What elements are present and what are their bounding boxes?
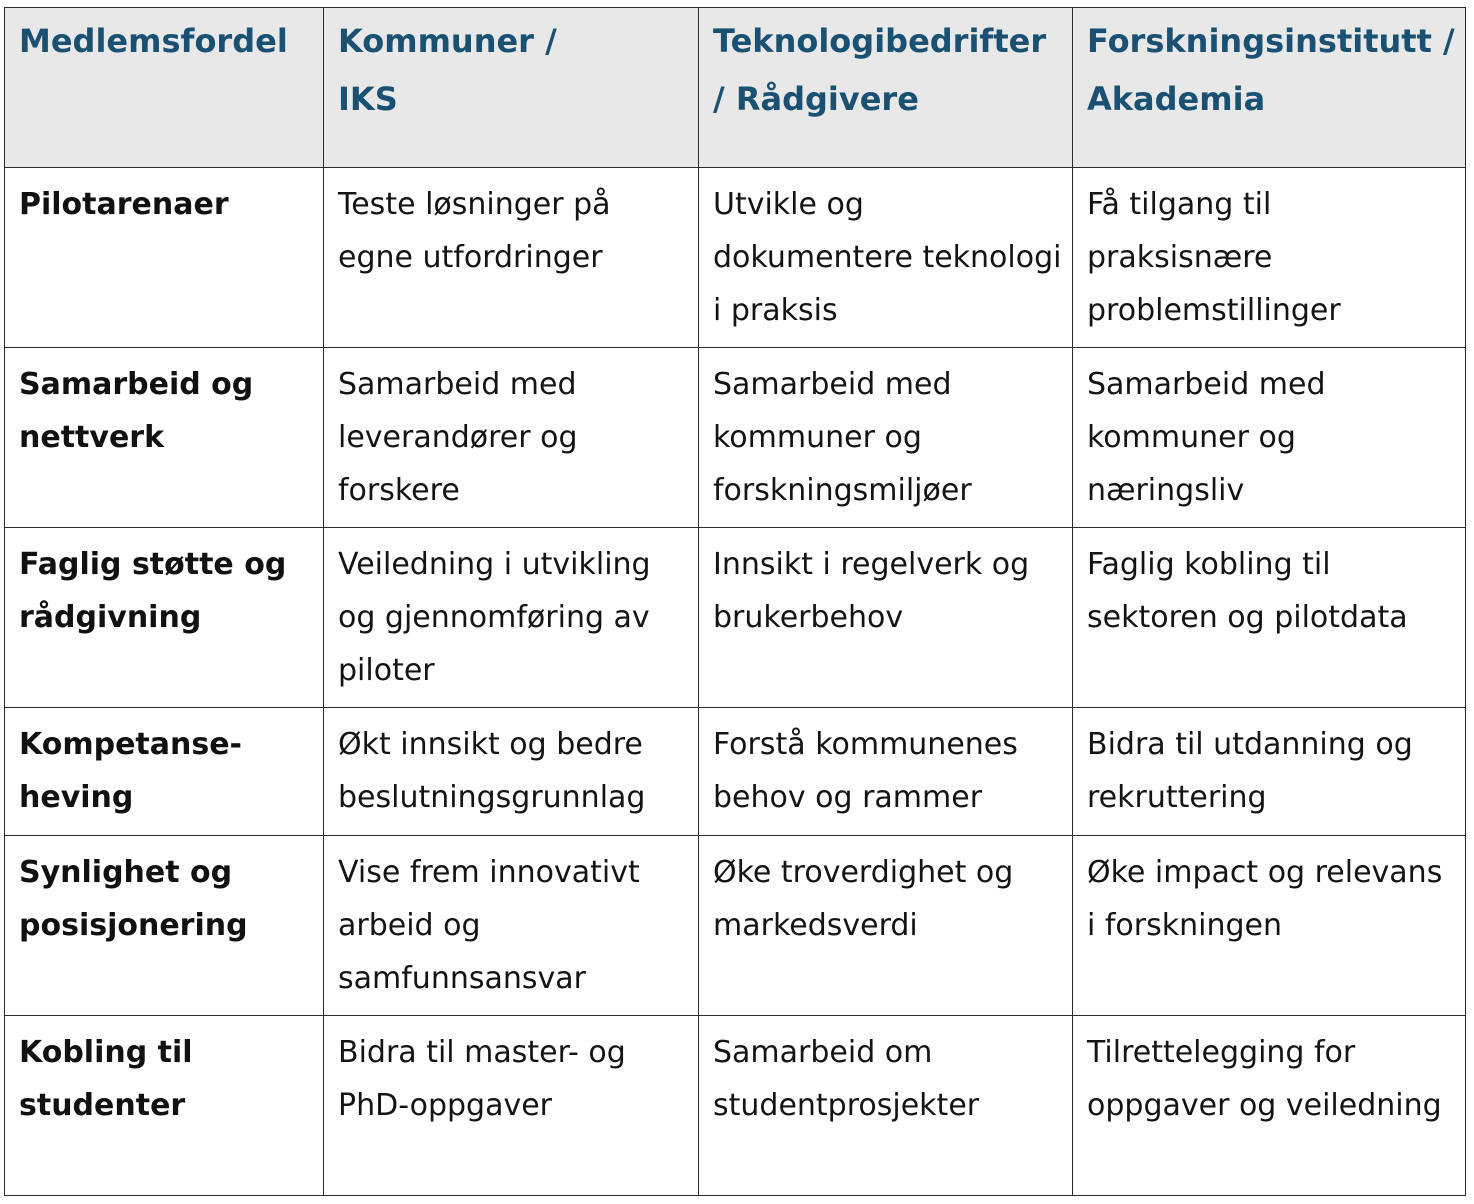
cell-municipalities: Økt innsikt og bedre beslutningsgrunnlag (324, 708, 699, 836)
cell-municipalities: Samarbeid med leverandører og forskere (324, 348, 699, 528)
table-row (5, 1016, 1466, 1196)
header-municipalities-line2: IKS (338, 80, 398, 118)
cell-tech: Forstå kommunenes behov og rammer (699, 708, 1073, 836)
header-research: Forskningsinstitutt / Akademia (1073, 8, 1466, 168)
header-tech: Teknologibedrifter / Rådgivere (699, 8, 1073, 168)
table-row (5, 348, 1466, 528)
cell-research: Få tilgang til praksisnære problemstillinger (1073, 168, 1466, 348)
header-municipalities (324, 8, 699, 168)
cell-municipalities: Bidra til master- og PhD-oppgaver (324, 1016, 699, 1196)
cell-tech: Samarbeid med kommuner og forskningsmiljøer (699, 348, 1073, 528)
cell-tech: Innsikt i regelverk og brukerbehov (699, 528, 1073, 708)
cell-tech: Samarbeid om studentprosjekter (699, 1016, 1073, 1196)
header-benefit: Medlemsfordel (5, 8, 324, 168)
membership-benefits-table (4, 7, 1466, 1196)
row-benefit: Kompetanse-heving (5, 708, 324, 836)
header-row (5, 8, 1466, 168)
table-row (5, 168, 1466, 348)
table-row (5, 836, 1466, 1016)
cell-tech: Utvikle og dokumentere teknologi i praksis (699, 168, 1073, 348)
cell-tech: Øke troverdighet og markedsverdi (699, 836, 1073, 1016)
row-benefit: Faglig støtte og rådgivning (5, 528, 324, 708)
row-benefit: Samarbeid og nettverk (5, 348, 324, 528)
table-row (5, 708, 1466, 836)
cell-municipalities: Vise frem innovativt arbeid og samfunnsansvar (324, 836, 699, 1016)
row-benefit: Kobling til studenter (5, 1016, 324, 1196)
row-benefit: Synlighet og posisjonering (5, 836, 324, 1016)
header-municipalities-line1: Kommuner / (338, 22, 557, 60)
row-benefit: Pilotarenaer (5, 168, 324, 348)
cell-research: Faglig kobling til sektoren og pilotdata (1073, 528, 1466, 708)
cell-municipalities: Teste løsninger på egne utfordringer (324, 168, 699, 348)
table-row (5, 528, 1466, 708)
cell-research: Øke impact og relevans i forskningen (1073, 836, 1466, 1016)
cell-municipalities: Veiledning i utvikling og gjennomføring av piloter (324, 528, 699, 708)
cell-research: Bidra til utdanning og rekruttering (1073, 708, 1466, 836)
cell-research: Samarbeid med kommuner og næringsliv (1073, 348, 1466, 528)
cell-research: Tilrettelegging for oppgaver og veiledning (1073, 1016, 1466, 1196)
